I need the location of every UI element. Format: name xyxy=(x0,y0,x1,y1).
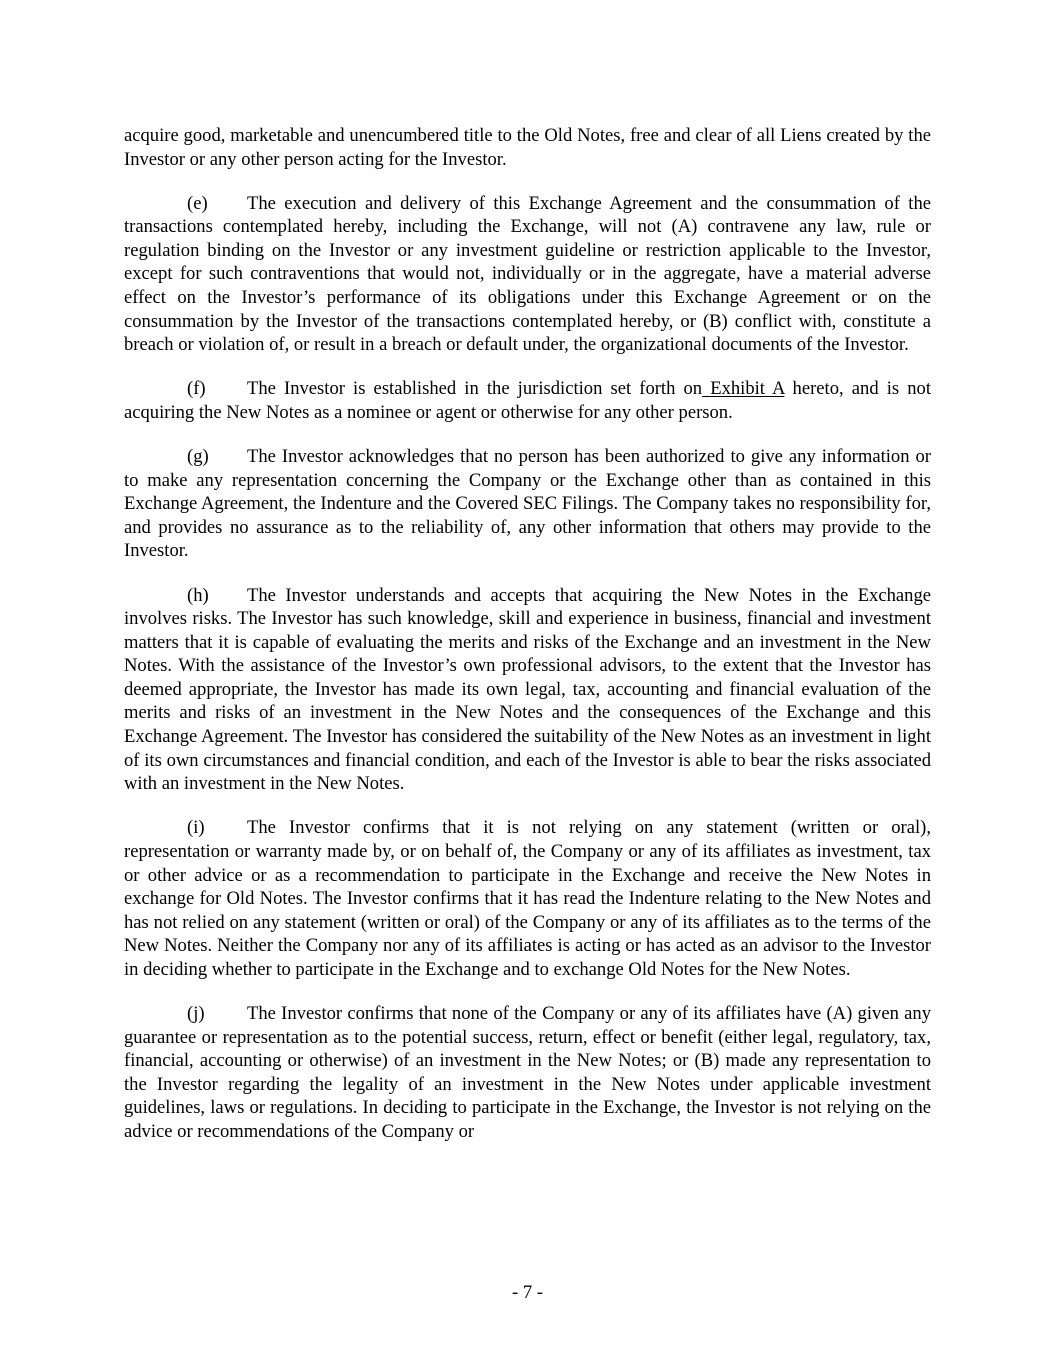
paragraph-j xyxy=(124,1002,931,1144)
paragraph-label: (f) xyxy=(187,378,206,400)
exhibit-a-reference: Exhibit A xyxy=(702,378,785,400)
paragraph-g xyxy=(124,445,931,563)
paragraph-text-continued: hereto, and is not acquiring the New Notes as a nominee or agent or otherwise for any other person. xyxy=(124,378,931,423)
paragraph-text: The Investor acknowledges that no person has been authorized to give any information or to make any representation concerning the Company or the Exchange other than as contained in this Exchange Agreement, the Indenture and the Covered SEC Filings. The Company takes no responsibility for, and provides no assurance as to the reliability of, any other information that others may provide to the Investor. xyxy=(124,446,931,562)
paragraph-text: The Investor confirms that none of the Company or any of its affiliates have (A) given any guarantee or representation as to the potential success, return, effect or benefit (either legal, regulatory, tax, financial, accounting or otherwise) of an investment in the New Notes; or (B) made any representation to the Investor regarding the legality of an investment in the New Notes under applicable investment guidelines, laws or regulations. In deciding to participate in the Exchange, the Investor is not relying on the advice or recommendations of the Company or xyxy=(124,1003,931,1142)
paragraph-continuation: acquire good, marketable and unencumbered title to the Old Notes, free and clear of all Liens created by the Investor or any other person acting for the Investor. xyxy=(124,125,931,170)
paragraph-label: (e) xyxy=(187,192,208,214)
paragraph-text: The Investor confirms that it is not relying on any statement (written or oral), representation or warranty made by, or on behalf of, the Company or any of its affiliates as investment, tax or other advice or as a recommendation to participate in the Exchange and receive the New Notes in exchange for Old Notes. The Investor confirms that it has read the Indenture relating to the New Notes and has not relied on any statement (written or oral) of the Company or any of its affiliates as to the terms of the New Notes. Neither the Company nor any of its affiliates is acting or has acted as an advisor to the Investor in deciding whether to participate in the Exchange and to exchange Old Notes for the New Notes. xyxy=(124,817,931,980)
paragraph-label: (g) xyxy=(187,446,209,468)
document-page xyxy=(124,124,931,1164)
paragraph-label: (j) xyxy=(187,1003,205,1024)
paragraph-i xyxy=(124,816,931,981)
paragraph-label: (h) xyxy=(187,584,209,606)
paragraph-label: (i) xyxy=(187,817,205,839)
paragraph-text: The Investor is established in the jurisdiction set forth on xyxy=(247,378,703,400)
paragraph-h xyxy=(124,584,931,796)
paragraph-e xyxy=(124,192,931,357)
paragraph-text: The Investor understands and accepts that acquiring the New Notes in the Exchange involves risks. The Investor has such knowledge, skill and experience in business, financial and investment matters that it is capable of evaluating the merits and risks of the Exchange and an investment in the New Notes. With the assistance of the Investor’s own professional advisors, to the extent that the Investor has deemed appropriate, the Investor has made its own legal, tax, accounting and financial evaluation of the merits and risks of an investment in the New Notes and the consequences of the Exchange and this Exchange Agreement. The Investor has considered the suitability of the New Notes as an investment in light of its own circumstances and financial condition, and each of the Investor is able to bear the risks associated with an investment in the New Notes. xyxy=(124,584,931,795)
paragraph-text: The execution and delivery of this Exchange Agreement and the consummation of the transactions contemplated hereby, including the Exchange, will not (A) contravene any law, rule or regulation binding on the Investor or any investment guideline or restriction applicable to the Investor, except for such contraventions that would not, individually or in the aggregate, have a material adverse effect on the Investor’s performance of its obligations under this Exchange Agreement or on the consummation by the Investor of the transactions contemplated hereby, or (B) conflict with, constitute a breach or violation of, or result in a breach or default under, the organizational documents of the Investor. xyxy=(124,192,931,356)
paragraph-f xyxy=(124,377,931,424)
page-number: - 7 - xyxy=(512,1282,543,1303)
